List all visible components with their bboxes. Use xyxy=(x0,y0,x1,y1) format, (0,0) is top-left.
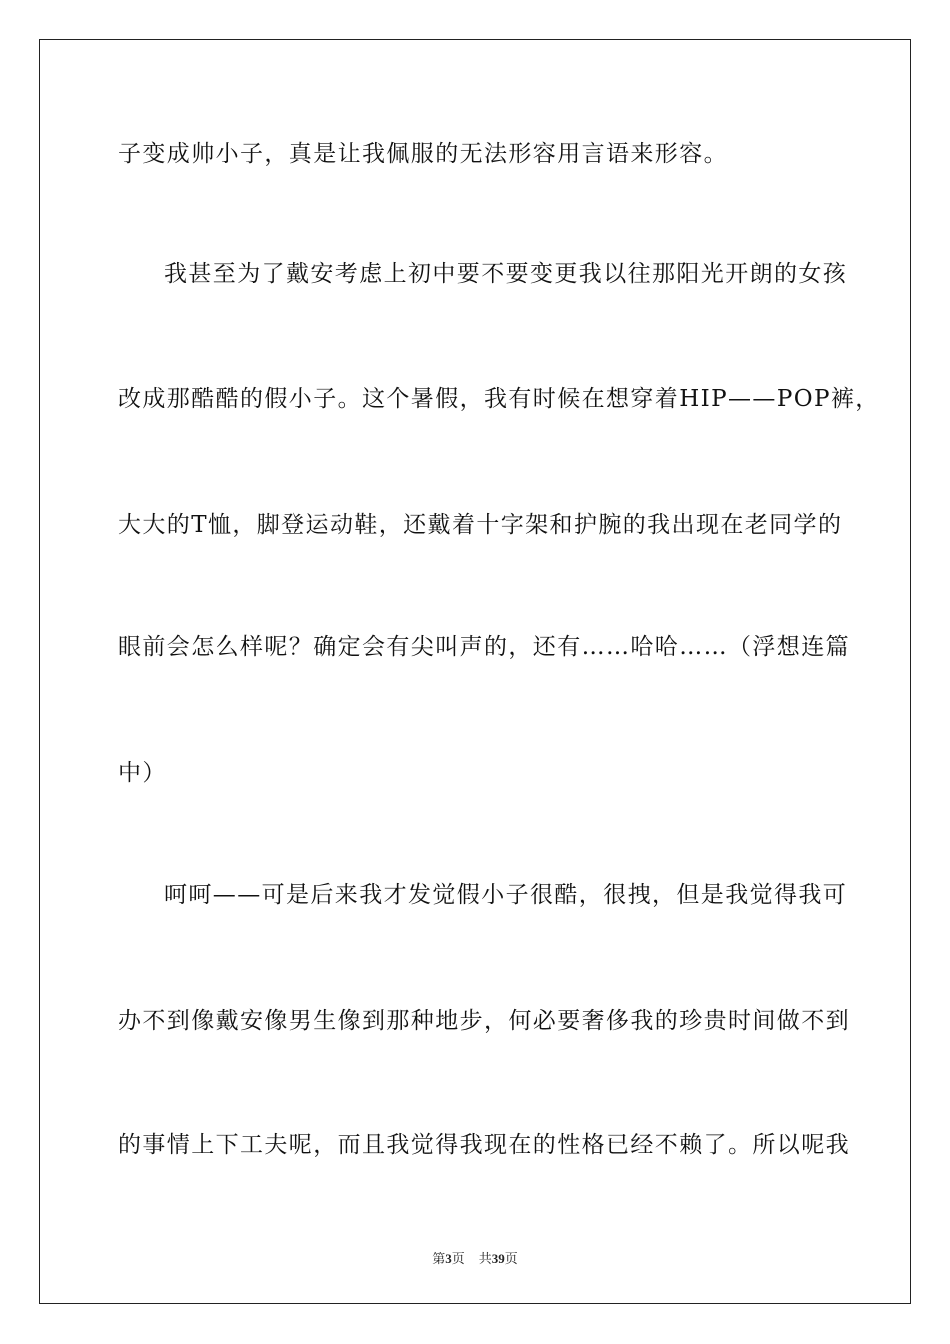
text-line-8: 办不到像戴安像男生像到那种地步，何必要奢侈我的珍贵时间做不到 xyxy=(118,1008,850,1034)
text-line-2: 我甚至为了戴安考虑上初中要不要变更我以往那阳光开朗的女孩 xyxy=(164,261,848,287)
text-line-1: 子变成帅小子，真是让我佩服的无法形容用言语来形容。 xyxy=(118,141,728,167)
text-line-5: 眼前会怎么样呢？确定会有尖叫声的，还有……哈哈……（浮想连篇 xyxy=(118,634,850,660)
page-footer xyxy=(0,1248,950,1267)
page-border xyxy=(39,39,911,1304)
page-prefix: 第 xyxy=(432,1251,446,1266)
total-prefix: 共 xyxy=(478,1251,492,1266)
text-line-4: 大大的T恤，脚登运动鞋，还戴着十字架和护腕的我出现在老同学的 xyxy=(118,512,843,538)
page-total: 39 xyxy=(491,1251,505,1266)
text-line-6: 中） xyxy=(118,760,167,786)
text-line-9: 的事情上下工夫呢，而且我觉得我现在的性格已经不赖了。所以呢我 xyxy=(118,1132,850,1158)
text-line-3: 改成那酷酷的假小子。这个暑假，我有时候在想穿着HIP——POP裤， xyxy=(118,386,880,412)
text-line-7: 呵呵——可是后来我才发觉假小子很酷，很拽，但是我觉得我可 xyxy=(164,882,848,908)
page-current: 3 xyxy=(445,1251,452,1266)
total-suffix: 页 xyxy=(504,1251,518,1266)
page-suffix: 页 xyxy=(451,1251,465,1266)
